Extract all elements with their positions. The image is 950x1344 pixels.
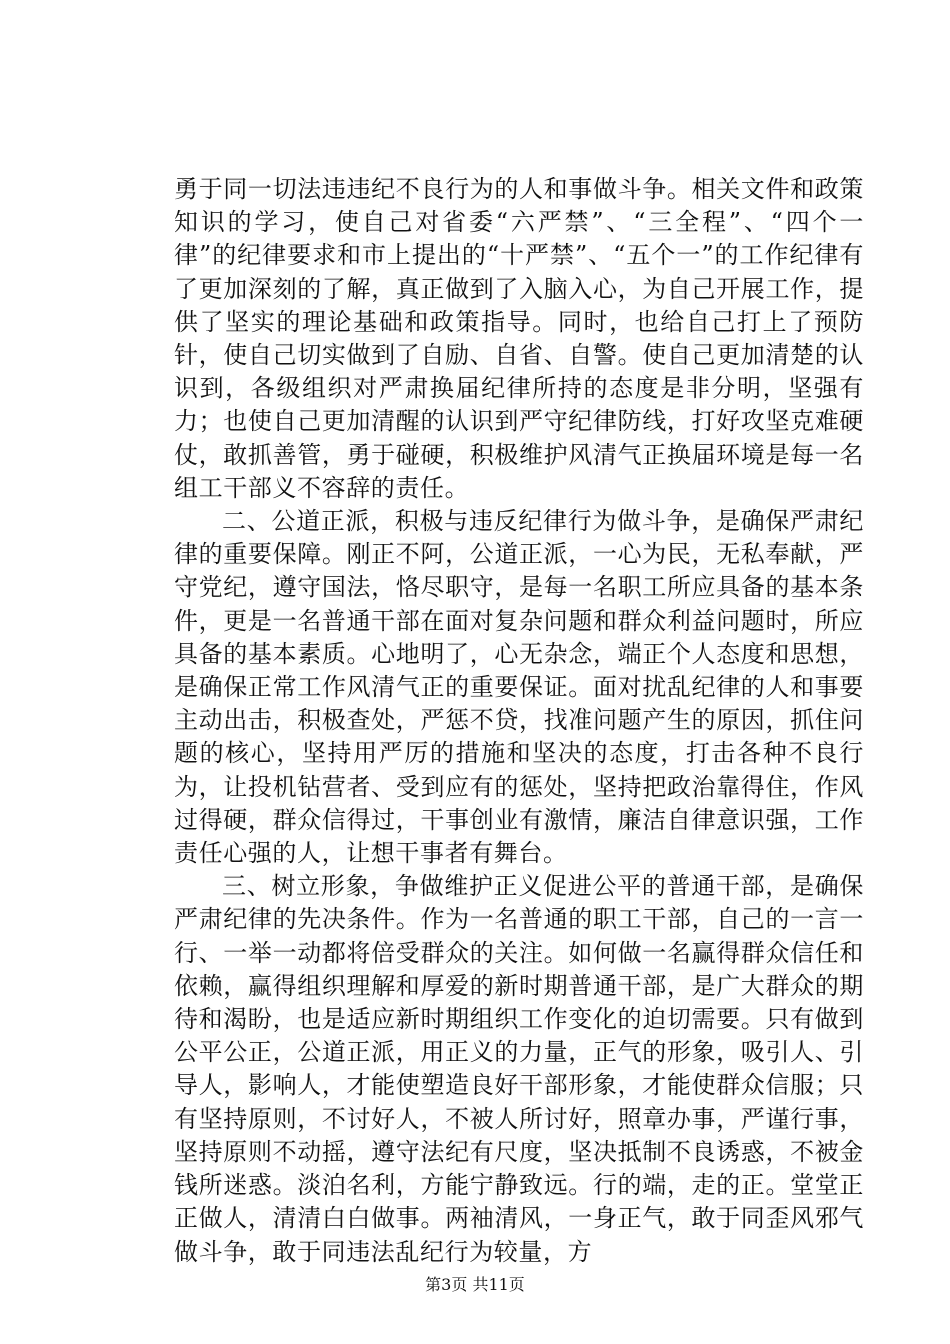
paragraph-3: 三、树立形象，争做维护正义促进公平的普通干部，是确保严肃纪律的先决条件。作为一名普通的职工干部，自己的一言一行、一举一动都将倍受群众的关注。如何做一名赢得群众信任和依赖，赢得组织理解和厚爱的新时期普通干部，是广大群众的期待和渴盼，也是适应新时期组织工作变化的迫切需要。只有做到公平公正，公道正派，用正义的力量，正气的形象，吸引人、引导人，影响人，才能使塑造良好干部形象，才能使群众信服；只有坚持原则，不讨好人，不被人所讨好，照章办事，严谨行事，坚持原则不动摇，遵守法纪有尺度，坚决抵制不良诱惑，不被金钱所迷惑。淡泊名利，方能宁静致远。行的端，走的正。堂堂正正做人，清清白白做事。两袖清风，一身正气，敢于同歪风邪气做斗争，敢于同违法乱纪行为较量，方 — [174, 872, 864, 1266]
page-footer: 第3页 共11页 — [425, 1275, 525, 1294]
paragraph-1: 勇于同一切法违违纪不良行为的人和事做斗争。相关文件和政策知识的学习，使自己对省委“六严禁”、“三全程”、“四个一律”的纪律要求和市上提出的“十严禁”、“五个一”的工作纪律有了更加深刻的了解，真正做到了入脑入心，为自己开展工作，提供了坚实的理论基础和政策指导。同时，也给自己打上了预防针，使自己切实做到了自励、自省、自警。使自己更加清楚的认识到，各级组织对严肃换届纪律所持的态度是非分明，坚强有力；也使自己更加清醒的认识到严守纪律防线，打好攻坚克难硬仗，敢抓善管，勇于碰硬，积极维护风清气正换届环境是每一名组工干部义不容辞的责任。 — [174, 175, 864, 502]
document-body — [174, 173, 864, 1269]
paragraph-2: 二、公道正派，积极与违反纪律行为做斗争，是确保严肃纪律的重要保障。刚正不阿，公道正派，一心为民，无私奉献，严守党纪，遵守国法，恪尽职守，是每一名职工所应具备的基本条件，更是一名普通干部在面对复杂问题和群众利益问题时，所应具备的基本素质。心地明了，心无杂念，端正个人态度和思想，是确保正常工作风清气正的重要保证。面对扰乱纪律的人和事要主动出击，积极查处，严惩不贷，找准问题产生的原因，抓住问题的核心，坚持用严厉的措施和坚决的态度，打击各种不良行为，让投机钻营者、受到应有的惩处，坚持把政治靠得住，作风过得硬，群众信得过，干事创业有激情，廉洁自律意识强，工作责任心强的人，让想干事者有舞台。 — [174, 507, 864, 868]
